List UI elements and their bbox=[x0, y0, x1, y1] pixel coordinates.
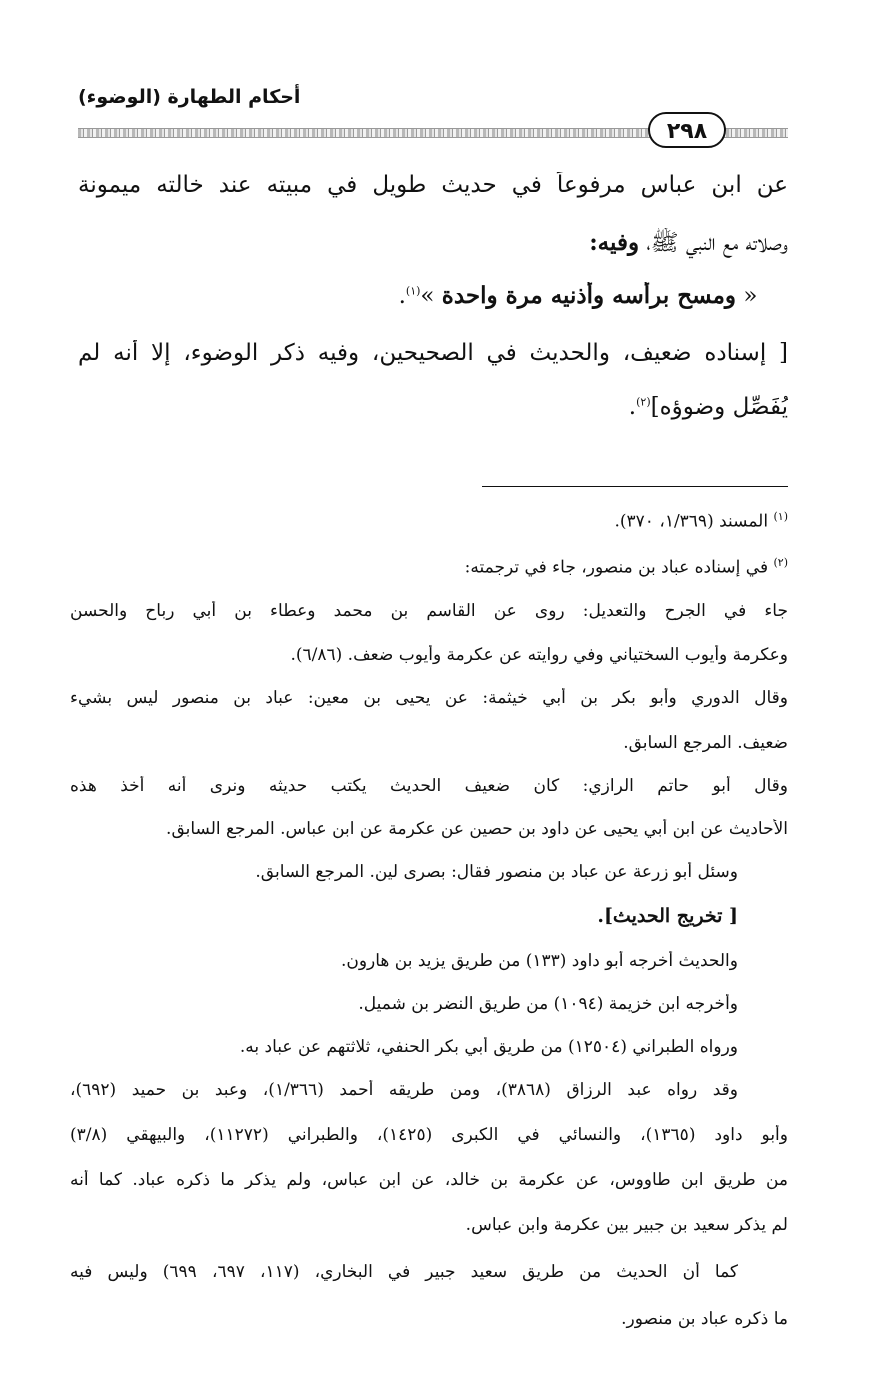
takhrij-line bbox=[70, 1080, 788, 1100]
takhrij-line-text: من طريق ابن طاووس، عن عكرمة بن خالد، عن ابن عباس، ولم يذكر ما ذكره عباد. كما أنه bbox=[70, 1170, 788, 1190]
footnote-line-text: وسئل أبو زرعة عن عباد بن منصور فقال: بصرى لين. المرجع السابق. bbox=[255, 862, 738, 882]
main-line-2-prefix: وصلاته مع النبي ﷺ، bbox=[639, 230, 788, 256]
footnote-1-mark: (١) bbox=[773, 510, 788, 523]
takhrij-line-text: وقد رواه عبد الرزاق (٣٨٦٨)، ومن طريقه أحمد (١/٣٦٦)، وعبد بن حميد (٦٩٢)، bbox=[70, 1080, 738, 1100]
footnote-1-text: المسند (١/٣٦٩، ٣٧٠). bbox=[614, 511, 769, 532]
footnote-2-text: في إسناده عباد بن منصور، جاء في ترجمته: bbox=[464, 557, 769, 578]
takhrij-line bbox=[70, 1309, 788, 1329]
takhrij-line-text: وأخرجه ابن خزيمة (١٠٩٤) من طريق النضر بن شميل. bbox=[358, 994, 738, 1014]
footnote-ref-2: (٢) bbox=[636, 395, 651, 409]
takhrij-line-text: كما أن الحديث من طريق سعيد جبير في البخاري، (١١٧، ٦٩٧، ٦٩٩) وليس فيه bbox=[70, 1262, 739, 1282]
main-line-1-text: عن ابن عباس مرفوعاً في حديث طويل في مبيته عند خالته ميمونة bbox=[78, 172, 788, 198]
takhrij-heading-text: [ تخريج الحديث]. bbox=[597, 905, 738, 927]
footnote-line-text: جاء في الجرح والتعديل: روى عن القاسم بن محمد وعطاء بن أبي رباح والحسن bbox=[70, 601, 788, 621]
footnote-line-text: ضعيف. المرجع السابق. bbox=[623, 733, 788, 753]
footnote-line-text: وعكرمة وأيوب السختياني وفي روايته عن عكرمة وأيوب ضعف. (٦/٨٦). bbox=[290, 645, 788, 665]
quote-open-mark: « bbox=[736, 283, 758, 309]
takhrij-line bbox=[70, 951, 788, 971]
footnote-ref-1: (١) bbox=[405, 284, 421, 298]
footnote-line bbox=[70, 862, 788, 882]
takhrij-line-text: والحديث أخرجه أبو داود (١٣٣) من طريق يزيد بن هارون. bbox=[340, 951, 738, 971]
footnote-line bbox=[70, 645, 788, 665]
main-line-5-text: يُفَصِّل وضوؤه] bbox=[650, 394, 788, 420]
main-text-line-5 bbox=[78, 394, 788, 420]
running-header-title: أحكام الطهارة (الوضوء) bbox=[78, 86, 301, 108]
main-text-line-3 bbox=[78, 282, 788, 309]
takhrij-line-text: ورواه الطبراني (١٢٥٠٤) من طريق أبي بكر الحنفي، ثلاثتهم عن عباد به. bbox=[239, 1037, 738, 1057]
footnote-line-text: وقال أبو حاتم الرازي: كان ضعيف الحديث يكتب حديثه ونرى أنه أخذ هذه bbox=[70, 776, 788, 796]
quoted-hadith-text: ومسح برأسه وأذنيه مرة واحدة bbox=[441, 282, 737, 309]
takhrij-line-text: وأبو داود (١٣٦٥)، والنسائي في الكبرى (١٤٢٥)، والطبراني (١١٢٧٢)، والبيهقي (٣/٨) bbox=[70, 1125, 788, 1145]
footnote-separator bbox=[482, 486, 788, 487]
footnote-2 bbox=[70, 556, 788, 578]
main-text-line-4 bbox=[78, 340, 788, 366]
takhrij-line-text: لم يذكر سعيد بن جبير بين عكرمة وابن عباس. bbox=[465, 1215, 788, 1235]
footnote-2-mark: (٢) bbox=[773, 556, 788, 569]
takhrij-heading bbox=[70, 905, 788, 927]
footnote-line bbox=[70, 688, 788, 708]
takhrij-line-text: ما ذكره عباد بن منصور. bbox=[621, 1309, 788, 1329]
main-line-5-end: . bbox=[628, 394, 637, 420]
takhrij-line bbox=[70, 1170, 788, 1190]
takhrij-line bbox=[70, 1215, 788, 1235]
takhrij-line bbox=[70, 1037, 788, 1057]
main-line-4-text: [ إسناده ضعيف، والحديث في الصحيحين، وفيه ذكر الوضوء، إلا أنه لم bbox=[78, 340, 788, 366]
takhrij-line bbox=[70, 994, 788, 1014]
footnote-line bbox=[70, 733, 788, 753]
main-line-3-end: . bbox=[398, 283, 406, 309]
main-text-line-2 bbox=[78, 228, 788, 262]
footnote-line bbox=[70, 776, 788, 796]
page-number-badge: ٢٩٨ bbox=[648, 112, 726, 148]
footnote-line-text: الأحاديث عن ابن أبي يحيى عن داود بن حصين عن عكرمة عن ابن عباس. المرجع السابق. bbox=[166, 819, 788, 839]
footnote-1 bbox=[70, 510, 788, 532]
footnote-line bbox=[70, 601, 788, 621]
takhrij-line bbox=[70, 1262, 788, 1282]
quote-close-mark: » bbox=[420, 283, 442, 309]
takhrij-line bbox=[70, 1125, 788, 1145]
main-line-2-bold: وفيه: bbox=[589, 229, 640, 256]
footnote-line-text: وقال الدوري وأبو بكر بن أبي خيثمة: عن يحيى بن معين: عباد بن منصور ليس بشيء bbox=[70, 688, 788, 708]
main-text-line-1 bbox=[78, 172, 788, 198]
footnote-line bbox=[70, 819, 788, 839]
